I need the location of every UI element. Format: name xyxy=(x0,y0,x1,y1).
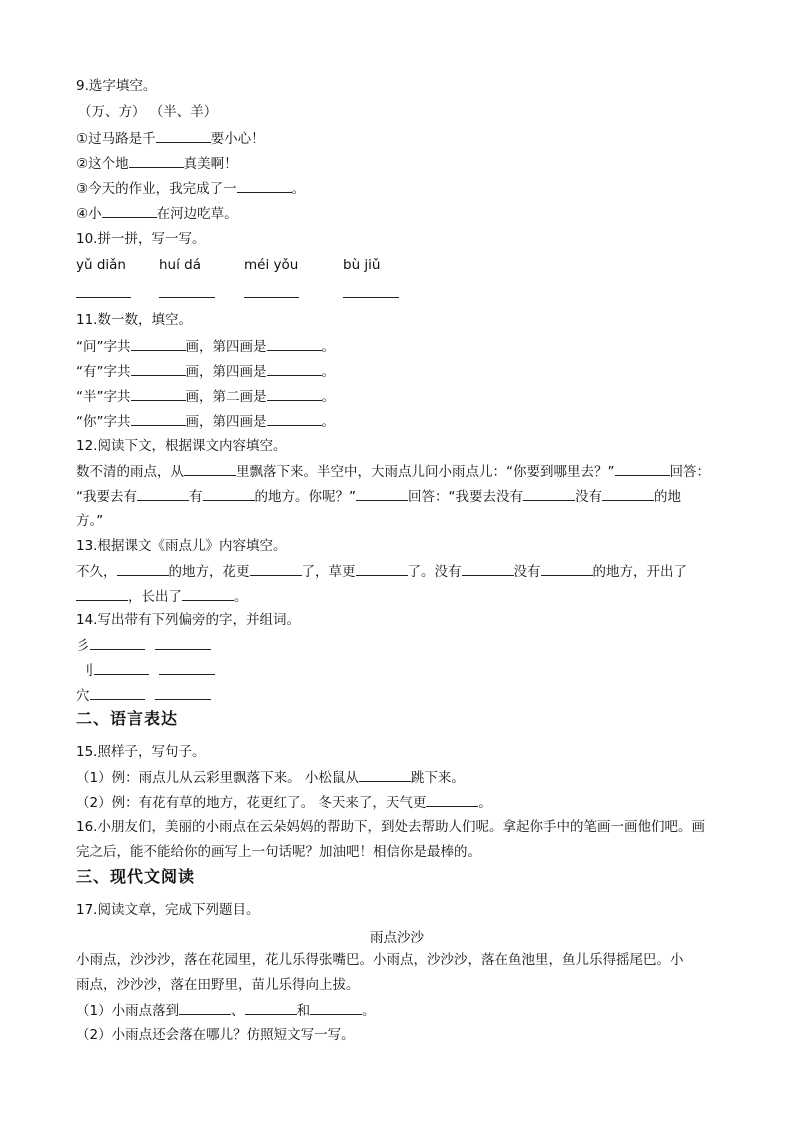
answer-blank[interactable] xyxy=(237,179,292,193)
answer-blank[interactable] xyxy=(156,129,211,143)
q15-line-1: （1）例：雨点儿从云彩里飘落下来。 小松鼠从 跳下来。 xyxy=(76,770,465,786)
section-heading-2: 二、语言表达 xyxy=(76,709,179,728)
answer-blank[interactable] xyxy=(267,362,322,376)
answer-blank[interactable] xyxy=(76,587,128,601)
answer-blank[interactable] xyxy=(182,587,234,601)
q9-item-4: ④小 在河边吃草。 xyxy=(76,206,238,222)
answer-blank[interactable] xyxy=(131,387,186,401)
q14-title: 14.写出带有下列偏旁的字，并组词。 xyxy=(76,612,300,628)
article-paragraph-line-1: 小雨点，沙沙沙，落在花园里，花儿乐得张嘴巴。小雨点，沙沙沙，落在鱼池里，鱼儿乐得摇尾巴。小 xyxy=(76,952,684,968)
answer-blank[interactable] xyxy=(137,487,189,501)
answer-blank[interactable] xyxy=(523,487,575,501)
q12-line-1: 数不清的雨点，从 里飘落下来。半空中，大雨点儿问小雨点儿：“你要到哪里去？” 回答： xyxy=(76,464,710,480)
answer-blank[interactable] xyxy=(267,337,322,351)
answer-line[interactable] xyxy=(159,297,215,298)
answer-blank[interactable] xyxy=(245,1001,297,1015)
q13-line-2: ，长出了 。 xyxy=(76,587,248,606)
q11-item-2: “有”字共 画，第四画是 。 xyxy=(76,364,335,380)
answer-blank[interactable] xyxy=(159,661,215,675)
q13-title: 13.根据课文《雨点儿》内容填空。 xyxy=(76,538,287,554)
answer-blank[interactable] xyxy=(356,487,408,501)
answer-blank[interactable] xyxy=(90,686,145,700)
answer-blank[interactable] xyxy=(250,562,302,576)
answer-blank[interactable] xyxy=(267,387,322,401)
q9-options: （万、方） （半、羊） xyxy=(78,104,218,120)
answer-blank[interactable] xyxy=(184,462,236,476)
section-heading-3: 三、现代文阅读 xyxy=(76,867,196,886)
answer-blank[interactable] xyxy=(102,204,157,218)
answer-blank[interactable] xyxy=(129,154,184,168)
q11-item-1: “问”字共 画，第四画是 。 xyxy=(76,339,335,355)
article-title: 雨点沙沙 xyxy=(370,930,424,946)
answer-line[interactable] xyxy=(343,297,399,298)
pinyin-3: méi yǒu xyxy=(244,257,299,273)
answer-blank[interactable] xyxy=(117,562,169,576)
q16-line-1: 16.小朋友们，美丽的小雨点在云朵妈妈的帮助下，到处去帮助人们呢。拿起你手中的笔画一画他们吧。画 xyxy=(76,819,705,835)
q9-item-3: ③今天的作业，我完成了一 。 xyxy=(76,181,306,197)
answer-blank[interactable] xyxy=(155,686,211,700)
answer-line[interactable] xyxy=(244,297,299,298)
q17-sub-1: （1）小雨点落到 、 和 。 xyxy=(76,1003,376,1019)
q17-title: 17.阅读文章，完成下列题目。 xyxy=(76,902,260,918)
q16-line-2: 完之后，能不能给你的画写上一句话呢？加油吧！相信你是最棒的。 xyxy=(76,844,481,860)
answer-blank[interactable] xyxy=(359,768,411,782)
q11-item-4: “你”字共 画，第四画是 。 xyxy=(76,414,335,430)
q11-title: 11.数一数，填空。 xyxy=(76,312,192,328)
q15-title: 15.照样子，写句子。 xyxy=(76,744,206,760)
q12-title: 12.阅读下文，根据课文内容填空。 xyxy=(76,438,287,454)
answer-blank[interactable] xyxy=(131,412,186,426)
answer-blank[interactable] xyxy=(131,337,186,351)
q15-line-2: （2）例：有花有草的地方，花更红了。 冬天来了，天气更 。 xyxy=(76,795,492,811)
q14-radical-2: 刂 xyxy=(80,661,215,680)
answer-blank[interactable] xyxy=(179,1001,231,1015)
answer-blank[interactable] xyxy=(615,462,670,476)
q12-line-3: 方。” xyxy=(76,513,104,529)
answer-blank[interactable] xyxy=(426,793,478,807)
article-paragraph-line-2: 雨点，沙沙沙，落在田野里，苗儿乐得向上拔。 xyxy=(76,977,360,993)
answer-blank[interactable] xyxy=(356,562,408,576)
q9-title: 9.选字填空。 xyxy=(76,78,157,94)
answer-blank[interactable] xyxy=(310,1001,362,1015)
answer-blank[interactable] xyxy=(462,562,514,576)
answer-blank[interactable] xyxy=(541,562,593,576)
q17-sub-2: （2）小雨点还会落在哪儿？仿照短文写一写。 xyxy=(76,1027,355,1043)
answer-blank[interactable] xyxy=(203,487,255,501)
pinyin-4: bù jiǔ xyxy=(343,257,381,273)
q10-title: 10.拼一拼，写一写。 xyxy=(76,231,206,247)
q14-radical-3: 穴 xyxy=(76,686,211,705)
answer-blank[interactable] xyxy=(155,636,211,650)
answer-blank[interactable] xyxy=(131,362,186,376)
answer-blank[interactable] xyxy=(94,661,149,675)
q9-item-1: ①过马路是千 要小心！ xyxy=(76,131,265,147)
q11-item-3: “半”字共 画，第二画是 。 xyxy=(76,389,335,405)
pinyin-2: huí dá xyxy=(159,257,201,273)
answer-blank[interactable] xyxy=(602,487,654,501)
q12-line-2: “我要去有 有 的地方。你呢？” 回答：“我要去没有 没有 的地 xyxy=(76,489,681,505)
q9-item-2: ②这个地 真美啊！ xyxy=(76,156,238,172)
q13-line-1: 不久， 的地方，花更 了，草更 了。没有 没有 的地方，开出了 xyxy=(76,564,687,580)
answer-blank[interactable] xyxy=(90,636,145,650)
answer-blank[interactable] xyxy=(267,412,322,426)
pinyin-1: yǔ diǎn xyxy=(76,257,126,273)
q14-radical-1: 彡 xyxy=(76,636,211,655)
answer-line[interactable] xyxy=(76,297,131,298)
